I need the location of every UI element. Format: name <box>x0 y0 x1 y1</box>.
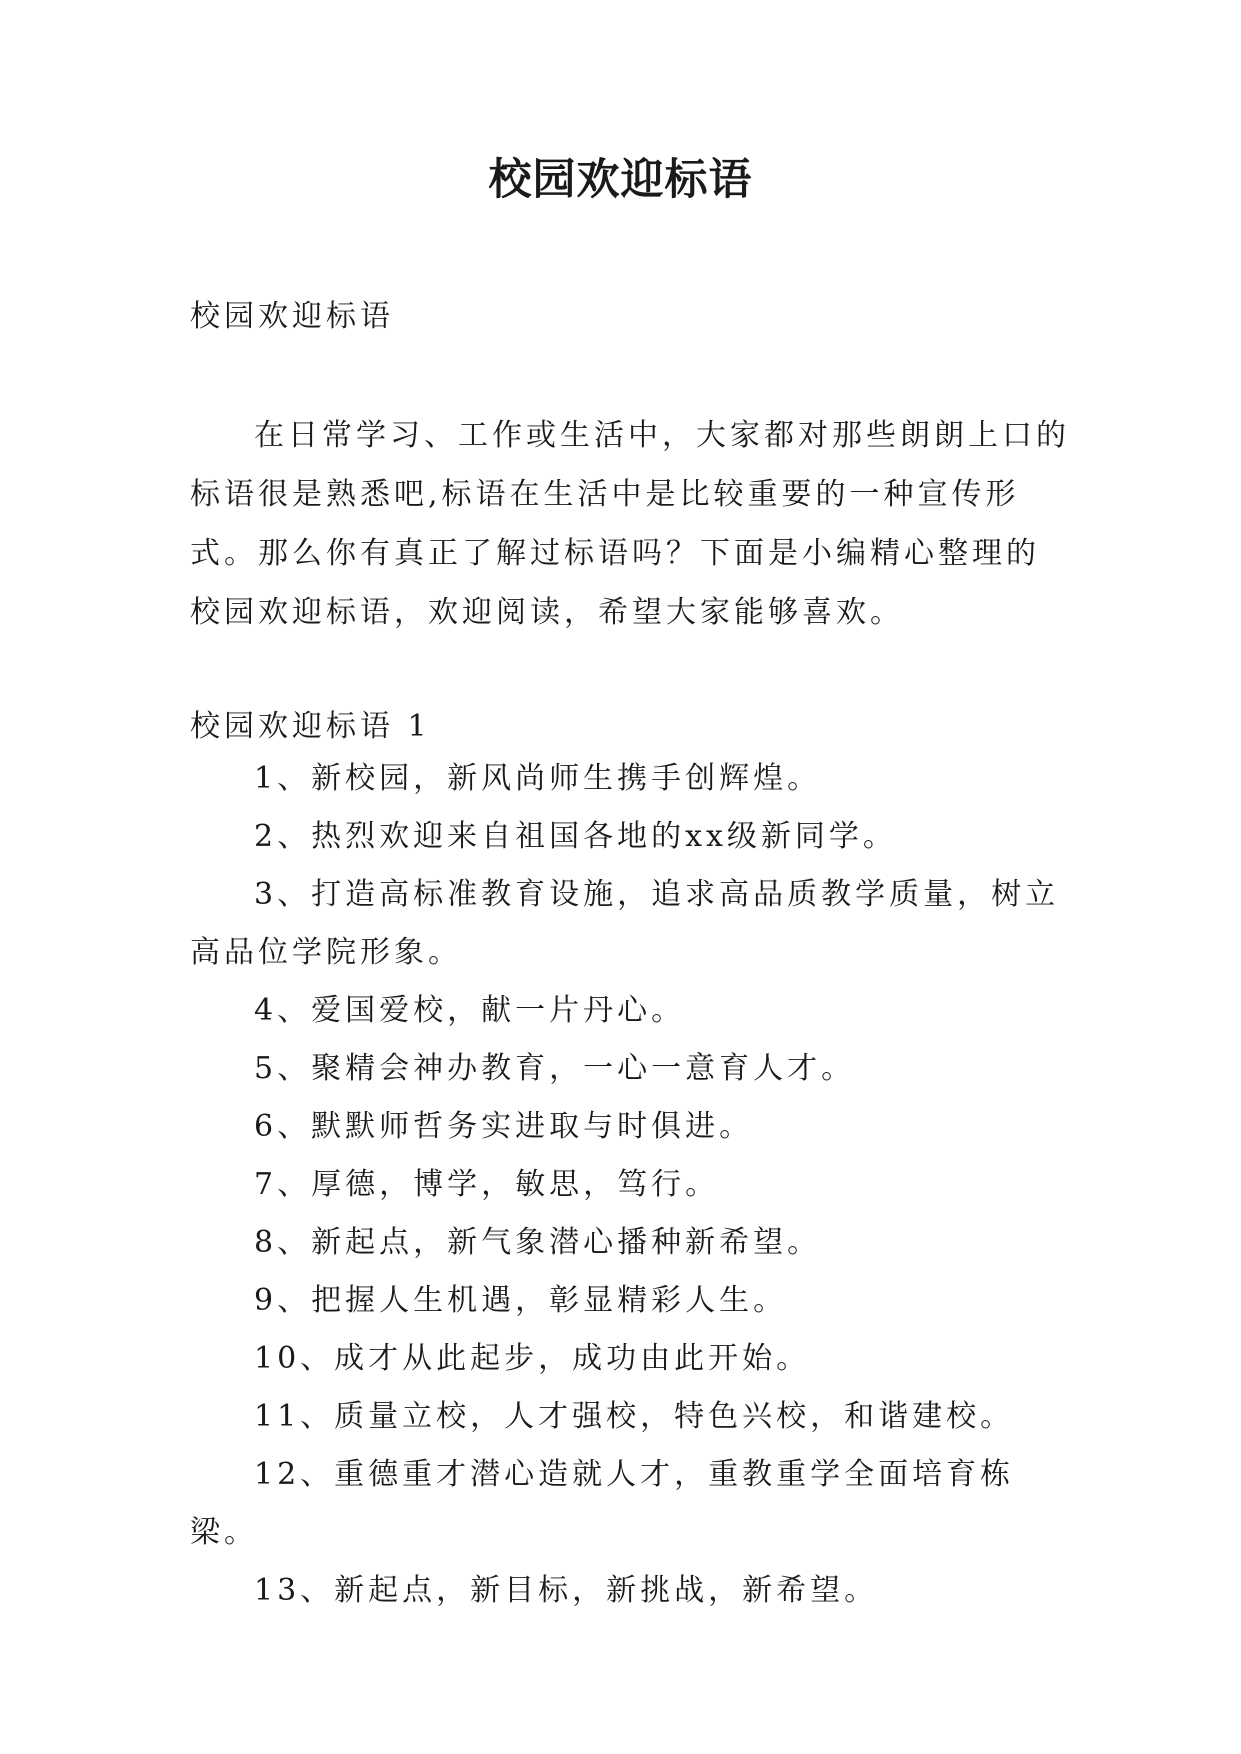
slogan-item-11: 11、质量立校，人才强校，特色兴校，和谐建校。 <box>254 1399 1015 1434</box>
slogan-item-12: 12、重德重才潜心造就人才，重教重学全面培育栋梁。 <box>190 1457 1015 1550</box>
slogan-item-6: 6、默默师哲务实进取与时俱进。 <box>254 1109 754 1144</box>
slogan-item-2: 2、热烈欢迎来自祖国各地的xx级新同学。 <box>254 819 897 854</box>
slogan-item-5: 5、聚精会神办教育，一心一意育人才。 <box>254 1051 856 1086</box>
slogan-item-8: 8、新起点，新气象潜心播种新希望。 <box>254 1225 822 1260</box>
intro-paragraph: 在日常学习、工作或生活中，大家都对那些朗朗上口的标语很是熟悉吧,标语在生活中是比较重要的一种宣传形式。那么你有真正了解过标语吗？下面是小编精心整理的校园欢迎标语，欢迎阅读，希望大家能够喜欢。 <box>190 418 1070 630</box>
slogan-list <box>190 750 1070 1620</box>
slogan-item-9: 9、把握人生机遇，彰显精彩人生。 <box>254 1283 788 1318</box>
slogan-item-3: 3、打造高标准教育设施，追求高品质教学质量，树立高品位学院形象。 <box>190 877 1060 970</box>
slogan-item-1: 1、新校园，新风尚师生携手创辉煌。 <box>254 761 822 796</box>
document-subtitle: 校园欢迎标语 <box>190 299 394 334</box>
slogan-item-10: 10、成才从此起步，成功由此开始。 <box>254 1341 811 1376</box>
slogan-item-4: 4、爱国爱校，献一片丹心。 <box>254 993 686 1028</box>
document-title: 校园欢迎标语 <box>488 155 753 205</box>
slogan-item-7: 7、厚德，博学，敏思，笃行。 <box>254 1167 720 1202</box>
slogan-item-13: 13、新起点，新目标，新挑战，新希望。 <box>254 1573 879 1608</box>
section-title: 校园欢迎标语 1 <box>190 709 431 744</box>
